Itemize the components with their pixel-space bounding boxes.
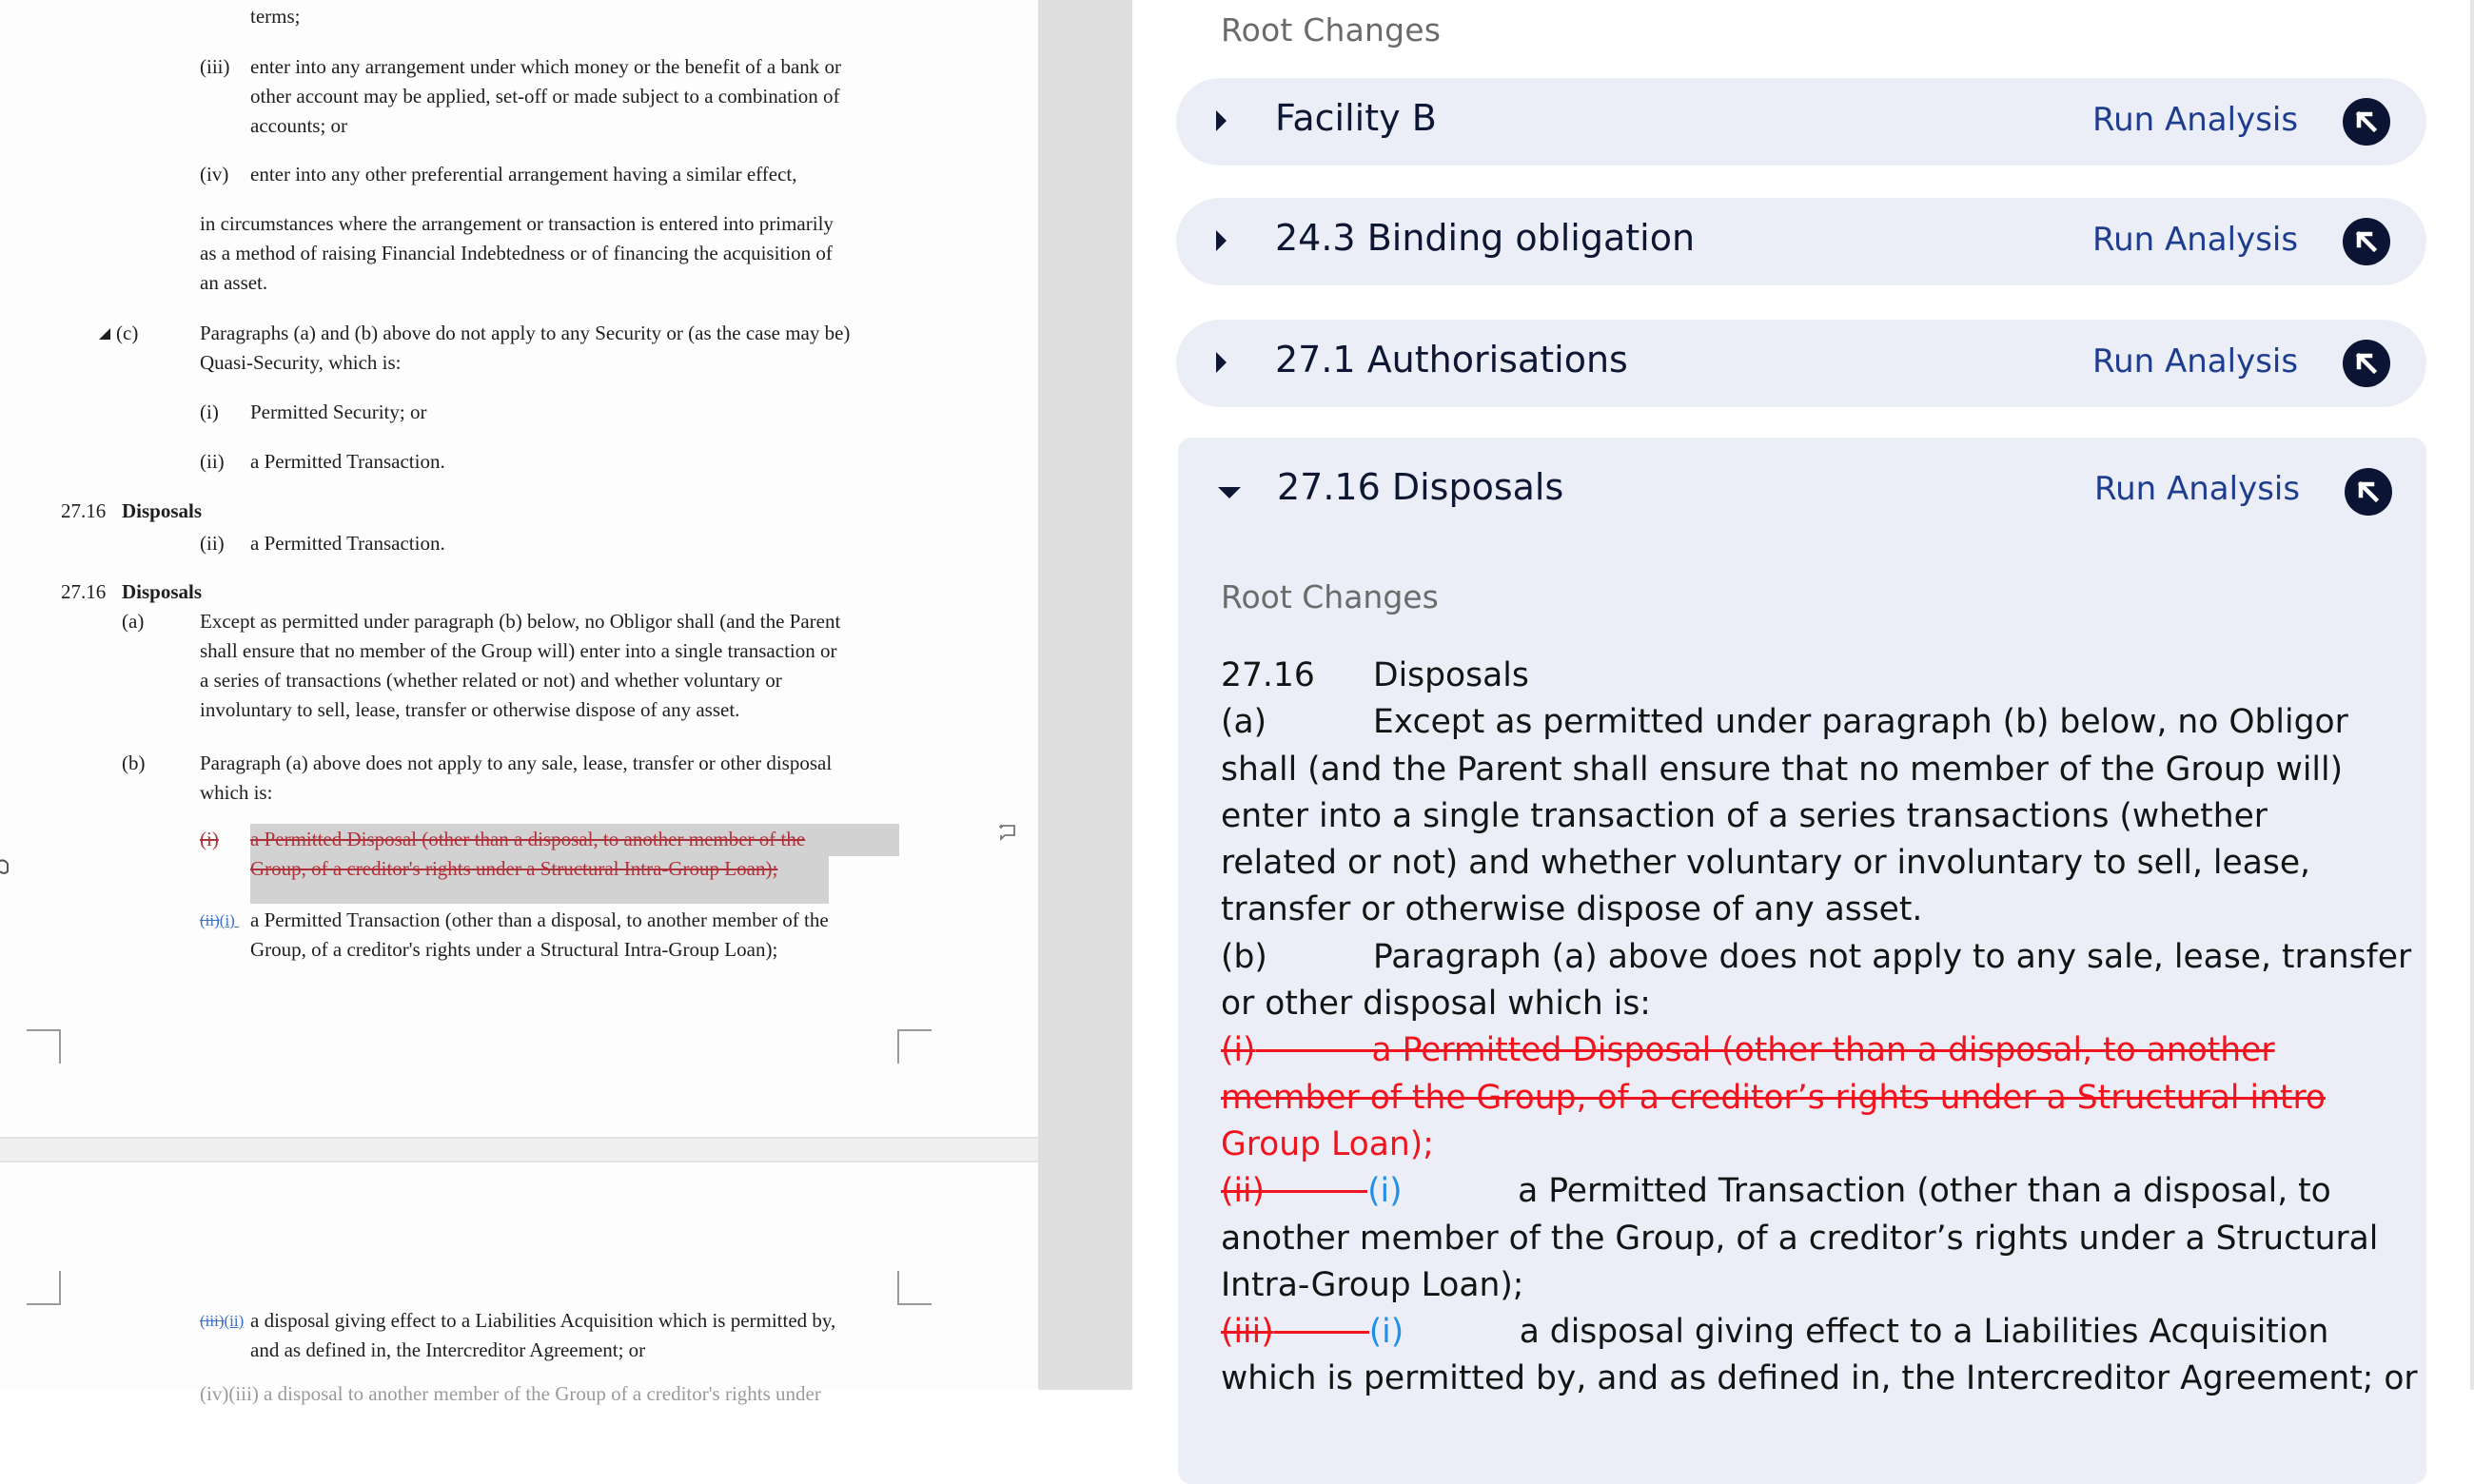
doc-ghost-text: a Permitted Transaction. (250, 532, 445, 555)
doc-label-a: (a) (122, 610, 145, 633)
change-card-authorisations[interactable] (1176, 320, 2426, 407)
doc-label-cii: (ii) (200, 450, 225, 473)
doc-label-iv: (iv) (200, 163, 229, 186)
redline-deleted-tail: Group Loan); (1221, 1124, 1434, 1163)
doc-label-b: (b) (122, 752, 146, 774)
doc-text-terms: terms; (250, 5, 301, 28)
doc-para-c (200, 319, 897, 378)
doc-heading-num: 27.16 (61, 580, 107, 603)
section-label-root-changes: Root Changes (1221, 11, 1442, 49)
doc-heading-title-dup: Disposals (122, 499, 203, 522)
redline-line: which is permitted by, and as defined in, the Intercreditor Agreement; or (1221, 1359, 2418, 1398)
doc-line: an asset. (200, 271, 268, 294)
chevron-right-icon[interactable] (1216, 352, 1227, 373)
doc-deleted-para-i (250, 825, 897, 884)
redline-line: shall (and the Parent shall ensure that no member of the Group will) (1221, 750, 2344, 789)
doc-renumber-ii: (ii)(i) (200, 911, 235, 929)
doc-line: which is: (200, 781, 273, 804)
doc-line: Group, of a creditor's rights under a Structural Intra-Group Loan); (250, 857, 778, 880)
run-analysis-button[interactable]: Run Analysis (2094, 470, 2301, 508)
doc-para-iv: enter into any other preferential arrangement having a similar effect, (250, 163, 797, 186)
strike-dash (1274, 1331, 1369, 1334)
doc-line: involuntary to sell, lease, transfer or otherwise dispose of any asset. (200, 698, 740, 721)
card-title: 27.16 Disposals (1277, 466, 1564, 508)
run-analysis-button[interactable]: Run Analysis (2092, 342, 2299, 381)
doc-line: and as defined in, the Intercreditor Agreement; or (250, 1338, 646, 1361)
chevron-down-icon[interactable] (1218, 487, 1241, 498)
redline-line: Intra-Group Loan); (1221, 1265, 1524, 1304)
arrow-up-left-icon[interactable] (2343, 218, 2390, 265)
doc-para-ii (250, 906, 897, 965)
doc-para-a (200, 607, 897, 725)
doc-label-iii: (iii) (200, 55, 230, 78)
redline-line: transfer or otherwise dispose of any asset. (1221, 890, 1923, 929)
card-title: 27.1 Authorisations (1275, 339, 1628, 381)
run-analysis-button[interactable]: Run Analysis (2092, 221, 2299, 259)
redline-renumbered-ii: (ii) (i) a Permitted Transaction (other than a disposal, to (1221, 1172, 2331, 1211)
redline-heading: 27.16 Disposals (1221, 656, 1529, 694)
doc-ghost-label: (ii) (200, 532, 225, 555)
doc-para-iii (250, 52, 897, 141)
redline-deleted-i: (i) a Permitted Disposal (other than a disposal, to another (1221, 1031, 2275, 1070)
doc-label-ci: (i) (200, 400, 219, 423)
doc-line: Paragraph (a) above does not apply to any sale, lease, transfer or other disposal (200, 752, 833, 774)
redline-line: related or not) and whether voluntary or involuntary to sell, lease, (1221, 844, 2311, 883)
page-corner-mark (897, 1271, 932, 1305)
chevron-right-icon[interactable] (1216, 230, 1227, 251)
doc-line: other account may be applied, set-off or made subject to a combination of (250, 85, 840, 107)
doc-label-c: (c) (99, 319, 138, 348)
doc-line: as a method of raising Financial Indebtedness or of financing the acquisition of (200, 242, 833, 264)
redline-line: enter into a single transaction of a series transactions (whether (1221, 796, 2268, 835)
doc-deleted-label-i: (i) (200, 828, 219, 850)
strike-dash (1256, 1049, 1372, 1052)
document-view[interactable] (0, 0, 1038, 1405)
change-card-binding-obligation[interactable] (1176, 198, 2426, 285)
doc-line: shall ensure that no member of the Group will) enter into a single transaction or (200, 639, 837, 662)
redline-line: another member of the Group, of a creditor’s rights under a Structural (1221, 1219, 2379, 1258)
card-title: 24.3 Binding obligation (1275, 217, 1696, 259)
doc-line: a Permitted Disposal (other than a disposal, to another member of the (250, 828, 806, 850)
doc-line: a series of transactions (whether related or not) and whether voluntary or (200, 669, 782, 692)
arrow-up-left-icon[interactable] (2343, 340, 2390, 387)
strike-dash (1265, 1190, 1367, 1193)
redline-para-a: (a) Except as permitted under paragraph (b) below, no Obligor (1221, 703, 2348, 742)
change-card-disposals-expanded[interactable] (1178, 438, 2426, 1484)
arrow-up-left-icon[interactable] (2345, 468, 2392, 516)
doc-line: a Permitted Transaction (other than a disposal, to another member of the (250, 908, 829, 931)
hand-cursor-icon (0, 856, 13, 877)
doc-para-ci: Permitted Security; or (250, 400, 427, 423)
doc-line: a disposal giving effect to a Liabilities Acquisition which is permitted by, (250, 1309, 836, 1332)
redline-body (1221, 653, 2429, 1403)
doc-para-b (200, 749, 897, 808)
page-corner-mark (897, 1029, 932, 1064)
doc-line: in circumstances where the arrangement or transaction is entered into primarily (200, 212, 834, 235)
page-corner-mark (27, 1271, 61, 1305)
change-card-facility-b[interactable] (1176, 78, 2426, 166)
card-title: Facility B (1275, 97, 1437, 139)
doc-para-cii: a Permitted Transaction. (250, 450, 445, 473)
doc-line: Except as permitted under paragraph (b) below, no Obligor shall (and the Parent (200, 610, 841, 633)
doc-para-circumstances (200, 209, 897, 298)
doc-line: Quasi-Security, which is: (200, 351, 402, 374)
doc-heading-num-dup: 27.16 (61, 499, 107, 522)
redline-line: or other disposal which is: (1221, 985, 1651, 1024)
panel-scrollbar[interactable] (2470, 0, 2474, 1390)
arrow-up-left-icon[interactable] (2343, 98, 2390, 146)
doc-cut-line: (iv)(iii) a disposal to another member of the Group of a creditor's rights under (200, 1382, 821, 1405)
chevron-right-icon[interactable] (1216, 110, 1227, 131)
doc-line: accounts; or (250, 114, 348, 137)
collapse-triangle-icon[interactable] (99, 328, 110, 340)
redline-deleted-line: member of the Group, of a creditor’s rights under a Structural intro (1221, 1078, 2326, 1117)
run-analysis-button[interactable]: Run Analysis (2092, 101, 2299, 139)
document-gutter (1038, 0, 1132, 1390)
page-break (0, 1137, 1038, 1162)
redline-renumbered-iii: (iii) (i) a disposal giving effect to a Liabilities Acquisition (1221, 1313, 2329, 1352)
page-corner-mark (27, 1029, 61, 1064)
inner-label-root-changes: Root Changes (1221, 578, 1439, 615)
doc-heading-title: Disposals (122, 580, 203, 603)
analysis-panel (1132, 0, 2474, 1398)
doc-line: enter into any arrangement under which money or the benefit of a bank or (250, 55, 842, 78)
doc-renumber-iii: (iii)(ii) (200, 1312, 245, 1330)
doc-line: Group, of a creditor's rights under a Structural Intra-Group Loan); (250, 938, 778, 961)
doc-para-iii-new (250, 1306, 897, 1365)
doc-line: Paragraphs (a) and (b) above do not apply to any Security or (as the case may be) (200, 322, 851, 344)
redline-para-b: (b) Paragraph (a) above does not apply to any sale, lease, transfer (1221, 937, 2412, 976)
add-comment-icon[interactable] (996, 822, 1017, 843)
